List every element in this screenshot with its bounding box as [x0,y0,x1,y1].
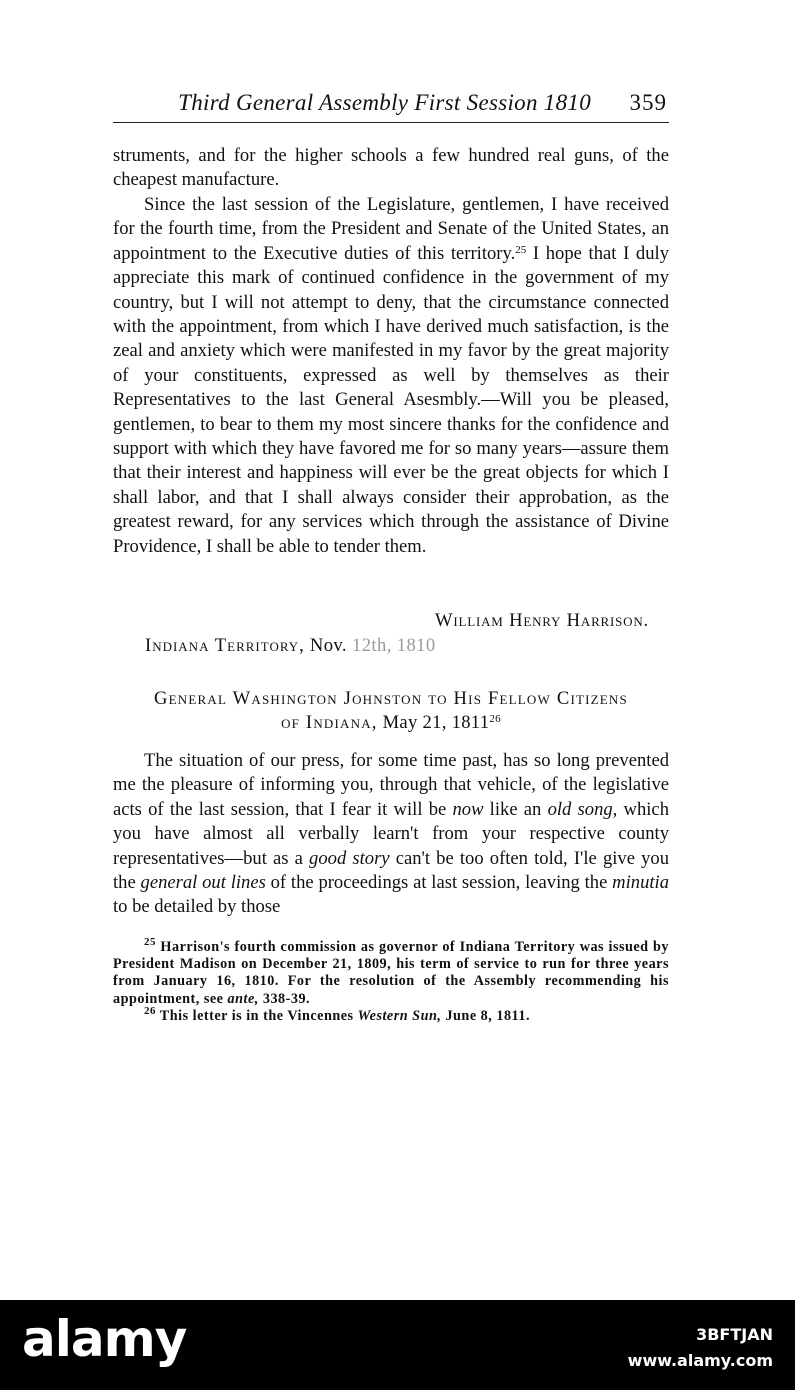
letter-text-3: which you have almost all verbally learn't from your respective county representatives—but as a [113,798,669,869]
letter-paragraph [113,749,669,920]
footnote-26 [113,1004,669,1025]
paragraph-1 [113,144,669,193]
image-id: 3BFTJAN [696,1325,773,1344]
letter-italic-good-story: good story [309,847,390,869]
footnote-ref-25[interactable]: 25 [515,243,527,256]
footnote-25 [113,936,669,1008]
banner-url[interactable]: www.alamy.com [627,1351,773,1370]
letter-text-4: can't be too often told, I'le give you the [113,847,669,894]
signature-date-a: Nov. [309,635,353,656]
banner-info [628,1322,773,1374]
letter-italic-now: now [452,798,484,820]
running-head [113,90,669,123]
heading-line-2-sc: of Indiana, [281,712,378,734]
heading-line-2 [113,711,669,735]
footnote-26-text-b: June 8, 1811. [441,1007,530,1024]
letter-italic-old-song: old song, [547,798,618,820]
signature-name: William Henry Harrison. [435,610,649,631]
paragraph-2-part-b: I hope that I duly appreciate this mark of continued confidence in the government of my country, but I will not attempt to deny, that the circumstance connected with the appointment, from which I have derived much satisfaction, is the zeal and anxiety which were manifested in my favor by the great majority of your constituents, expressed as well by themselves as their Representatives to the last General Asesmbly.—Will you be pleased, gentlemen, to bear to them my most sincere thanks for the confidence and support with which they have favored me for so many years—assure them that their interest and happiness will ever be the great objects for which I shall labor, and that I shall always consider their approbation, as the greatest reward, for any services which through the assistance of Divine Providence, I shall be able to tender them. [113,242,669,557]
letter-text-5: of the proceedings at last session, leaving the [265,872,613,894]
section-heading [113,687,669,736]
footnote-ref-26[interactable]: 26 [489,713,501,726]
alamy-logo-text: alamy [22,1310,187,1368]
footnote-25-text-b: 338-39. [258,990,311,1007]
heading-date: May 21, 1811 [377,712,490,734]
alamy-logo [22,1310,186,1368]
page-number: 359 [629,90,667,115]
watermark-banner [0,1300,795,1390]
heading-line-1: General Washington Johnston to His Fellow Citizens [154,688,628,709]
letter-text-1: The situation of our press, for some time past, has so long prevented me the pleasure of informing you, through that vehicle, of the legislative acts of the last session, that I fear it will be [113,750,669,820]
letter-italic-minutia: minutia [612,872,669,894]
footnote-25-italic: ante, [227,990,259,1007]
running-head-title: Third General Assembly First Session 1810 [178,90,591,115]
footnote-26-italic: Western Sun, [357,1007,442,1024]
paragraph-2-part-a: Since the last session of the Legislature, gentlemen, I have received for the fourth time, from the President and Senate of the United States, an appointment to the Executive duties of this territory. [113,194,669,264]
footnote-26-number: 26 [144,1004,156,1017]
paragraph-2 [113,193,669,559]
paragraph-1-text: struments, and for the higher schools a few hundred real guns, of the cheapest manufacture. [113,145,669,191]
letter-text-6: to be detailed by those [113,896,281,918]
letter-paragraph-text [113,749,669,920]
signature-place: Indiana Territory, [145,635,305,656]
footnote-25-number: 25 [144,936,156,948]
paragraph-2-text [113,193,669,559]
footnote-25-text-a: Harrison's fourth commission as governor of Indiana Territory was issued by President Madison on December 21, 1809, his term of service to run for three years from January 16, 1810. For the resolution of the Assembly recommending his appointment, see [113,939,669,1007]
footnotes [113,936,669,1025]
signature-date-b: 12th, 1810 [352,635,436,656]
letter-italic-general-out-lines: general out lines [140,872,266,894]
signature-place-date [145,635,436,657]
letter-text-2: like an [483,798,548,820]
footnote-26-text-a: This letter is in the Vincennes [156,1007,358,1024]
